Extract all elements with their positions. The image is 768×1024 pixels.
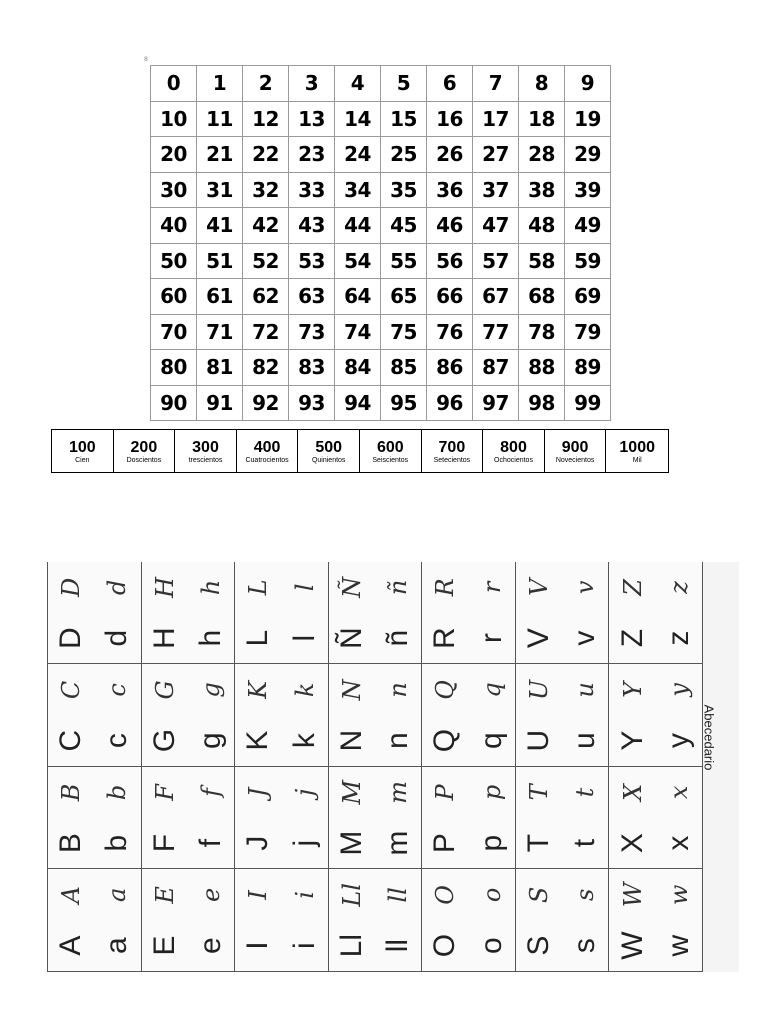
letter-cursive-upper: G — [150, 680, 179, 700]
letter-cursive-lower: d — [103, 579, 132, 596]
hundred-value: 400 — [253, 438, 281, 456]
letter-print-lower: j — [287, 839, 321, 847]
number-cell: 35 — [381, 173, 427, 209]
hundred-cell — [237, 430, 299, 472]
letter-cursive-upper: W — [618, 882, 647, 908]
letter-cursive-lower: y — [664, 683, 693, 697]
letter-cursive-upper: C — [57, 680, 86, 700]
letter-cursive-lower: c — [103, 683, 132, 697]
letter-print-lower: b — [100, 834, 134, 852]
number-cell: 48 — [519, 208, 565, 244]
letter-cursive-upper: I — [244, 890, 273, 900]
alphabet-chart — [47, 562, 739, 972]
letter-print-upper: Ñ — [334, 627, 368, 649]
letter-print-upper: B — [54, 833, 88, 854]
alphabet-grid — [47, 562, 703, 972]
number-cell: 69 — [565, 279, 611, 315]
letter-cell — [141, 664, 235, 767]
letter-print-lower: n — [381, 732, 415, 749]
letter-cell — [608, 869, 702, 972]
number-cell: 44 — [335, 208, 381, 244]
number-cell: 68 — [519, 279, 565, 315]
letter-print-upper: Z — [615, 628, 649, 648]
number-cell: 49 — [565, 208, 611, 244]
number-cell: 81 — [197, 350, 243, 386]
number-cell: 59 — [565, 244, 611, 280]
letter-print-upper: C — [54, 729, 88, 752]
letter-cursive-upper: B — [57, 783, 86, 802]
letter-print-upper: G — [147, 728, 181, 753]
hundred-word: Ochocientos — [494, 456, 533, 464]
letter-cell — [234, 766, 328, 869]
letter-print-upper: W — [615, 931, 649, 960]
letter-print-upper: P — [428, 833, 462, 854]
letter-cell — [515, 664, 609, 767]
letter-cell — [515, 766, 609, 869]
letter-print-upper: Y — [615, 730, 649, 751]
hundred-cell — [175, 430, 237, 472]
letter-print-lower: e — [193, 937, 227, 954]
letter-cell — [47, 766, 141, 869]
number-cell: 57 — [473, 244, 519, 280]
number-cell: 3 — [289, 66, 335, 102]
letter-print-lower: x — [661, 835, 695, 851]
number-cell: 66 — [427, 279, 473, 315]
number-cell: 34 — [335, 173, 381, 209]
letter-print-lower: h — [193, 629, 227, 647]
letter-print-lower: k — [287, 733, 321, 749]
hundred-value: 100 — [68, 438, 96, 456]
number-cell: 41 — [197, 208, 243, 244]
number-cell: 39 — [565, 173, 611, 209]
number-cell: 30 — [151, 173, 197, 209]
letter-cell — [234, 664, 328, 767]
letter-cell — [421, 664, 515, 767]
letter-cursive-lower: i — [290, 891, 319, 899]
letter-cursive-upper: V — [524, 578, 553, 597]
hundred-value: 700 — [438, 438, 466, 456]
letter-cursive-lower: t — [571, 787, 600, 798]
letter-cell — [328, 562, 422, 664]
letter-print-upper: A — [54, 935, 88, 956]
hundred-cell — [545, 430, 607, 472]
number-cell: 61 — [197, 279, 243, 315]
hundred-value: 300 — [192, 438, 219, 456]
number-cell: 76 — [427, 315, 473, 351]
letter-print-lower: r — [474, 633, 508, 644]
number-cell: 60 — [151, 279, 197, 315]
number-cell: 45 — [381, 208, 427, 244]
letter-print-lower: p — [474, 834, 508, 852]
number-cell: 16 — [427, 102, 473, 138]
letter-cell — [141, 869, 235, 972]
letter-cursive-upper: E — [150, 886, 179, 904]
letter-cursive-lower: p — [477, 784, 506, 801]
number-cell: 11 — [197, 102, 243, 138]
letter-cursive-upper: N — [337, 679, 366, 701]
number-cell: 14 — [335, 102, 381, 138]
hundred-word: Seiscientos — [372, 456, 409, 464]
number-cell: 27 — [473, 137, 519, 173]
letter-cursive-lower: f — [196, 787, 225, 797]
number-cell: 52 — [243, 244, 289, 280]
letter-cursive-upper: Z — [618, 579, 647, 596]
hundred-value: 800 — [500, 438, 527, 456]
letter-cursive-lower: b — [103, 784, 132, 801]
number-cell: 83 — [289, 350, 335, 386]
letter-print-lower: ñ — [381, 629, 415, 647]
number-cell: 82 — [243, 350, 289, 386]
number-cell: 31 — [197, 173, 243, 209]
number-cell: 53 — [289, 244, 335, 280]
number-cell: 46 — [427, 208, 473, 244]
number-cell: 77 — [473, 315, 519, 351]
letter-cell — [47, 869, 141, 972]
letter-print-upper: N — [334, 729, 368, 752]
number-cell: 55 — [381, 244, 427, 280]
hundred-cell — [360, 430, 422, 472]
number-cell: 17 — [473, 102, 519, 138]
letter-cell — [141, 766, 235, 869]
number-cell: 32 — [243, 173, 289, 209]
letter-print-upper: L — [241, 629, 275, 647]
number-cell: 12 — [243, 102, 289, 138]
letter-print-lower: a — [100, 937, 134, 954]
number-cell: 89 — [565, 350, 611, 386]
letter-cell — [328, 664, 422, 767]
letter-print-upper: S — [521, 935, 555, 956]
letter-print-upper: F — [147, 833, 181, 853]
letter-cursive-lower: w — [664, 884, 693, 906]
number-cell: 36 — [427, 173, 473, 209]
number-cell: 51 — [197, 244, 243, 280]
letter-print-upper: M — [334, 830, 368, 856]
letter-cursive-lower: q — [477, 682, 506, 698]
letter-print-lower: u — [568, 732, 602, 749]
letter-cursive-lower: j — [290, 788, 319, 797]
number-cell: 56 — [427, 244, 473, 280]
letter-cursive-upper: R — [431, 578, 460, 597]
letter-cursive-upper: H — [150, 576, 179, 598]
letter-cell — [234, 869, 328, 972]
letter-print-upper: J — [241, 835, 275, 851]
number-cell: 92 — [243, 386, 289, 422]
number-cell: 18 — [519, 102, 565, 138]
letter-print-lower: w — [661, 934, 695, 957]
letter-print-upper: Ll — [334, 933, 368, 958]
hundred-cell — [422, 430, 484, 472]
letter-cursive-lower: m — [384, 781, 413, 804]
number-cell: 42 — [243, 208, 289, 244]
letter-cursive-upper: O — [431, 885, 460, 905]
letter-print-lower: m — [381, 830, 415, 856]
hundred-cell — [298, 430, 360, 472]
number-cell: 99 — [565, 386, 611, 422]
letter-print-upper: Q — [428, 728, 462, 753]
number-cell: 50 — [151, 244, 197, 280]
number-cell: 21 — [197, 137, 243, 173]
letter-print-lower: d — [100, 629, 134, 647]
hundred-word: trescientos — [188, 456, 223, 464]
letter-cursive-upper: J — [244, 787, 273, 798]
hundred-value: 600 — [376, 438, 404, 456]
number-cell: 67 — [473, 279, 519, 315]
letter-cursive-upper: P — [431, 784, 460, 801]
letter-print-lower: z — [661, 630, 695, 646]
letter-cell — [421, 766, 515, 869]
number-cell: 74 — [335, 315, 381, 351]
number-cell: 79 — [565, 315, 611, 351]
number-cell: 0 — [151, 66, 197, 102]
letter-print-upper: R — [428, 627, 462, 649]
number-cell: 91 — [197, 386, 243, 422]
abecedario-title: Abecedario — [701, 704, 717, 771]
letter-cursive-lower: e — [196, 887, 225, 902]
number-cell: 33 — [289, 173, 335, 209]
letter-print-lower: f — [193, 838, 227, 848]
number-cell: 20 — [151, 137, 197, 173]
number-cell: 70 — [151, 315, 197, 351]
letter-print-upper: I — [241, 941, 275, 950]
number-cell: 25 — [381, 137, 427, 173]
letter-cursive-upper: L — [244, 579, 273, 596]
number-cell: 87 — [473, 350, 519, 386]
letter-cell — [608, 664, 702, 767]
letter-cursive-lower: ll — [384, 887, 413, 903]
grid-corner-mark: 8 — [144, 56, 148, 63]
number-cell: 78 — [519, 315, 565, 351]
number-cell: 98 — [519, 386, 565, 422]
number-cell: 2 — [243, 66, 289, 102]
letter-print-lower: g — [193, 732, 227, 749]
letter-cell — [515, 869, 609, 972]
number-cell: 13 — [289, 102, 335, 138]
letter-cursive-upper: Y — [618, 681, 647, 698]
number-cell: 58 — [519, 244, 565, 280]
letter-cursive-lower: r — [477, 581, 506, 594]
letter-print-upper: D — [54, 627, 88, 649]
letter-cell — [234, 562, 328, 664]
letter-print-lower: o — [474, 937, 508, 954]
hundred-cell — [52, 430, 114, 472]
letter-cursive-lower: s — [571, 888, 600, 902]
hundred-word: Novecientos — [555, 456, 595, 464]
hundred-value: 1000 — [619, 438, 655, 456]
number-cell: 95 — [381, 386, 427, 422]
number-cell: 1 — [197, 66, 243, 102]
number-cell: 97 — [473, 386, 519, 422]
number-cell: 72 — [243, 315, 289, 351]
number-cell: 5 — [381, 66, 427, 102]
letter-cursive-upper: Ll — [337, 883, 366, 907]
hundred-word: Setecientos — [433, 456, 471, 464]
letter-print-lower: v — [568, 630, 602, 646]
letter-print-upper: H — [147, 627, 181, 649]
number-cell: 10 — [151, 102, 197, 138]
number-cell: 88 — [519, 350, 565, 386]
letter-cursive-upper: T — [524, 784, 553, 801]
letter-cursive-upper: F — [150, 784, 179, 801]
letter-print-lower: s — [568, 938, 602, 954]
letter-print-upper: U — [521, 729, 555, 752]
number-cell: 23 — [289, 137, 335, 173]
letter-cell — [421, 562, 515, 664]
letter-cursive-upper: K — [244, 680, 273, 699]
letter-print-lower: q — [474, 732, 508, 749]
number-cell: 8 — [519, 66, 565, 102]
number-cell: 7 — [473, 66, 519, 102]
hundred-value: 200 — [130, 438, 158, 456]
hundred-value: 900 — [561, 438, 589, 456]
number-cell: 47 — [473, 208, 519, 244]
hundred-word: Doscientos — [126, 456, 162, 464]
number-cell: 63 — [289, 279, 335, 315]
letter-cursive-lower: k — [290, 682, 319, 698]
hundred-cell — [606, 430, 668, 472]
letter-cursive-lower: a — [103, 887, 132, 903]
letter-cursive-lower: ñ — [384, 579, 413, 596]
letter-print-lower: l — [287, 634, 321, 642]
letter-print-upper: K — [241, 730, 275, 751]
letter-cursive-upper: X — [618, 783, 647, 801]
number-cell: 90 — [151, 386, 197, 422]
letter-print-upper: X — [615, 833, 649, 854]
number-cell: 26 — [427, 137, 473, 173]
letter-cell — [328, 869, 422, 972]
letter-cursive-upper: D — [57, 577, 86, 597]
letter-cell — [421, 869, 515, 972]
number-cell: 62 — [243, 279, 289, 315]
letter-cursive-upper: Ñ — [337, 576, 366, 598]
number-cell: 15 — [381, 102, 427, 138]
hundred-word: Cien — [75, 456, 90, 464]
letter-print-upper: O — [428, 933, 462, 958]
number-cell: 40 — [151, 208, 197, 244]
hundred-value: 500 — [315, 438, 343, 456]
number-cell: 43 — [289, 208, 335, 244]
letter-print-upper: E — [147, 935, 181, 956]
hundred-word: Mil — [632, 456, 642, 464]
number-cell: 93 — [289, 386, 335, 422]
hundred-word: Cuatrocientos — [245, 456, 289, 464]
hundreds-strip — [51, 429, 669, 473]
letter-cursive-lower: g — [196, 682, 225, 698]
number-cell: 80 — [151, 350, 197, 386]
letter-cursive-upper: M — [337, 780, 366, 805]
number-grid-0-99 — [150, 65, 611, 421]
number-cell: 4 — [335, 66, 381, 102]
number-cell: 28 — [519, 137, 565, 173]
letter-print-lower: ll — [381, 938, 415, 953]
letter-cursive-lower: z — [664, 581, 693, 594]
letter-cell — [608, 562, 702, 664]
number-cell: 6 — [427, 66, 473, 102]
number-cell: 85 — [381, 350, 427, 386]
letter-cell — [515, 562, 609, 664]
letter-cursive-lower: l — [290, 583, 319, 592]
number-cell: 9 — [565, 66, 611, 102]
letter-print-lower: c — [100, 733, 134, 749]
number-cell: 37 — [473, 173, 519, 209]
letter-cursive-lower: n — [384, 682, 413, 698]
letter-print-lower: t — [568, 838, 602, 848]
alphabet-grid-wrapper — [47, 562, 702, 972]
letter-cursive-upper: S — [524, 886, 553, 904]
number-cell: 54 — [335, 244, 381, 280]
number-cell: 65 — [381, 279, 427, 315]
letter-cursive-upper: U — [524, 679, 553, 700]
letter-cursive-lower: h — [196, 579, 225, 596]
letter-cell — [47, 562, 141, 664]
number-cell: 94 — [335, 386, 381, 422]
number-cell: 24 — [335, 137, 381, 173]
letter-cell — [328, 766, 422, 869]
letter-cursive-lower: o — [477, 887, 506, 903]
hundred-cell — [114, 430, 176, 472]
number-cell: 96 — [427, 386, 473, 422]
number-cell: 71 — [197, 315, 243, 351]
number-cell: 86 — [427, 350, 473, 386]
number-cell: 73 — [289, 315, 335, 351]
letter-print-lower: i — [287, 942, 321, 949]
letter-cursive-lower: u — [571, 682, 600, 698]
letter-cell — [608, 766, 702, 869]
hundred-word: Quinientos — [311, 456, 346, 464]
number-cell: 38 — [519, 173, 565, 209]
letter-print-upper: V — [521, 628, 555, 649]
number-cell: 22 — [243, 137, 289, 173]
number-cell: 75 — [381, 315, 427, 351]
number-cell: 64 — [335, 279, 381, 315]
hundred-cell — [483, 430, 545, 472]
letter-print-upper: T — [521, 833, 555, 853]
number-cell: 84 — [335, 350, 381, 386]
letter-cursive-lower: x — [664, 785, 693, 800]
letter-cursive-lower: v — [571, 580, 600, 595]
letter-cursive-upper: A — [57, 886, 86, 904]
number-cell: 19 — [565, 102, 611, 138]
letter-cell — [47, 664, 141, 767]
number-cell: 29 — [565, 137, 611, 173]
letter-cursive-upper: Q — [431, 680, 460, 700]
letter-print-lower: y — [661, 733, 695, 749]
letter-cell — [141, 562, 235, 664]
